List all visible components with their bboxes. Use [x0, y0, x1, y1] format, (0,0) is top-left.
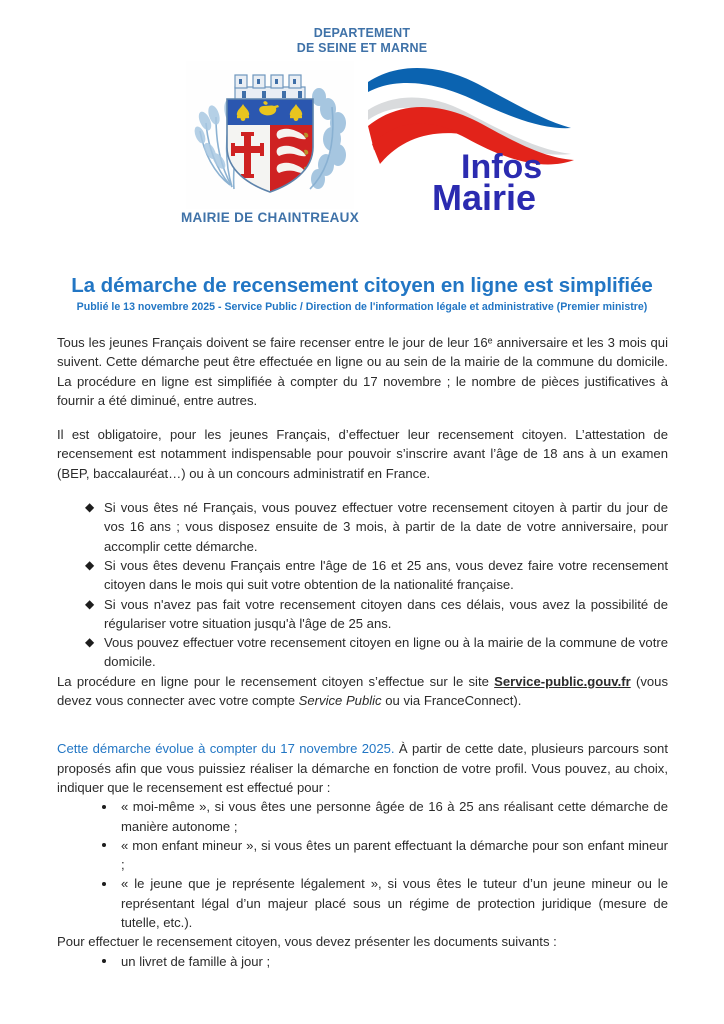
list-item [85, 556, 668, 595]
list-item-text: « le jeune que je représente légalement », si vous êtes le tuteur d’un jeune mineur ou le représentant légal d’un majeur placé sous un régime de protection juridique (mesure de tutelle, etc.). [121, 876, 668, 931]
list-item-text: un livret de famille à jour ; [121, 953, 271, 969]
masthead [0, 0, 724, 246]
paragraph-evolution [57, 739, 668, 797]
procedure-text-b: (vous devez vous connecter avec votre compte [57, 673, 668, 709]
diamond-bullet-icon: ◆ [85, 596, 95, 611]
diamond-bullet-icon: ◆ [85, 500, 95, 515]
list-item-text: « mon enfant mineur », si vous êtes un parent effectuant la démarche pour son enfant mineur ; [121, 837, 668, 873]
round-bullet-icon [102, 805, 106, 809]
service-public-emphasis: Service Public [298, 693, 382, 709]
round-bullet-icon [102, 843, 106, 847]
evolution-lead-sentence: Cette démarche évolue à compter du 17 novembre 2025. [57, 741, 395, 757]
list-item-text: Vous pouvez effectuer votre recensement citoyen en ligne ou à la mairie de la commune de votre domicile. [104, 635, 668, 670]
list-item-text: Si vous n'avez pas fait votre recensement citoyen dans ces délais, vous avez la possibilité de régulariser votre situation jusqu'à l'âge de 25 ans. [104, 596, 668, 631]
list-item [100, 952, 668, 971]
diamond-bullet-icon: ◆ [85, 557, 95, 572]
logo-text-infos: Infos [461, 148, 543, 186]
paragraph-1-part-b: anniversaire et les 3 mois qui suivent. Cette démarche peut être effectuée en ligne ou au sein de la mairie de la commune du domicile. La procédure en ligne est simplifiée à compter du 17 novembre ; le nombre de pièces justificatives à fournir a été diminué, entre autres. [57, 335, 668, 408]
procedure-text-c: ou via FranceConnect). [381, 693, 522, 709]
evolution-rest: À partir de cette date, plusieurs parcours sont proposés afin que vous puissiez réaliser la démarche en fonction de votre profil. Vous pouvez, au choix, indiquer que le recensement est effectué pour : [57, 741, 668, 795]
list-item [100, 874, 668, 932]
section-gap [57, 725, 668, 739]
department-heading [0, 26, 724, 56]
paragraph-1 [57, 333, 668, 410]
diamond-bullet-list [85, 498, 668, 672]
procedure-text-a: La procédure en ligne pour le recensement citoyen s’effectue sur le site [57, 673, 495, 689]
department-line-2: DE SEINE ET MARNE [296, 41, 428, 55]
list-item-text: Si vous êtes né Français, vous pouvez effectuer votre recensement citoyen à partir du jour de vos 16 ans ; vous disposez ensuite de 3 mois, à partir de la date de votre anniversaire, pour accomplir cette démarche. [104, 500, 668, 554]
diamond-bullet-icon: ◆ [85, 635, 95, 650]
mural-crown-icon [235, 75, 305, 100]
logo-text-mairie: Mairie [432, 177, 537, 210]
article-title: La démarche de recensement citoyen en ligne est simplifiée [71, 274, 653, 297]
department-line-1: DEPARTEMENT [313, 26, 411, 40]
infos-mairie-logo-icon [366, 58, 576, 210]
round-bullet-icon [102, 959, 106, 963]
article-subtitle: Publié le 13 novembre 2025 - Service Public / Direction de l'information légale et administrative (Premier ministre) [76, 301, 648, 313]
ordinal-superscript: e [487, 335, 493, 346]
article-body [57, 333, 668, 971]
documents-intro: Pour effectuer le recensement citoyen, vous devez présenter les documents suivants : [57, 934, 557, 950]
list-item [100, 836, 668, 875]
list-item [85, 633, 668, 672]
round-bullet-list [100, 797, 668, 932]
coat-of-arms-icon [186, 61, 354, 209]
shield [227, 99, 313, 195]
infos-mairie-logo [366, 58, 576, 210]
paragraph-procedure [57, 672, 668, 711]
documents-bullet-list [100, 952, 668, 971]
paragraph-1-part-a: Tous les jeunes Français doivent se faire recenser entre le jour de leur 16 [57, 335, 488, 350]
list-item [85, 595, 668, 634]
list-item [100, 797, 668, 836]
laurel-right [311, 88, 346, 189]
list-item-text: Si vous êtes devenu Français entre l'âge de 16 et 25 ans, vous devez faire votre recensement citoyen dans le mois qui suit votre obtention de la nationalité française. [104, 557, 668, 593]
mairie-name: MAIRIE DE CHAINTREAUX [180, 210, 360, 225]
service-public-link[interactable]: Service-public.gouv.fr [494, 673, 631, 689]
coat-of-arms [186, 61, 354, 209]
paragraph-2: Il est obligatoire, pour les jeunes Français, d’effectuer leur recensement citoyen. L’attestation de recensement est notamment indispensable pour pouvoir s’inscrire avant l’âge de 18 ans à un examen (BEP, baccalauréat…) ou à un concours administratif en France. [57, 427, 668, 481]
list-item [85, 498, 668, 556]
round-bullet-icon [102, 882, 106, 886]
list-item-text: « moi-même », si vous êtes une personne âgée de 16 à 25 ans réalisant cette démarche de manière autonome ; [121, 799, 668, 834]
